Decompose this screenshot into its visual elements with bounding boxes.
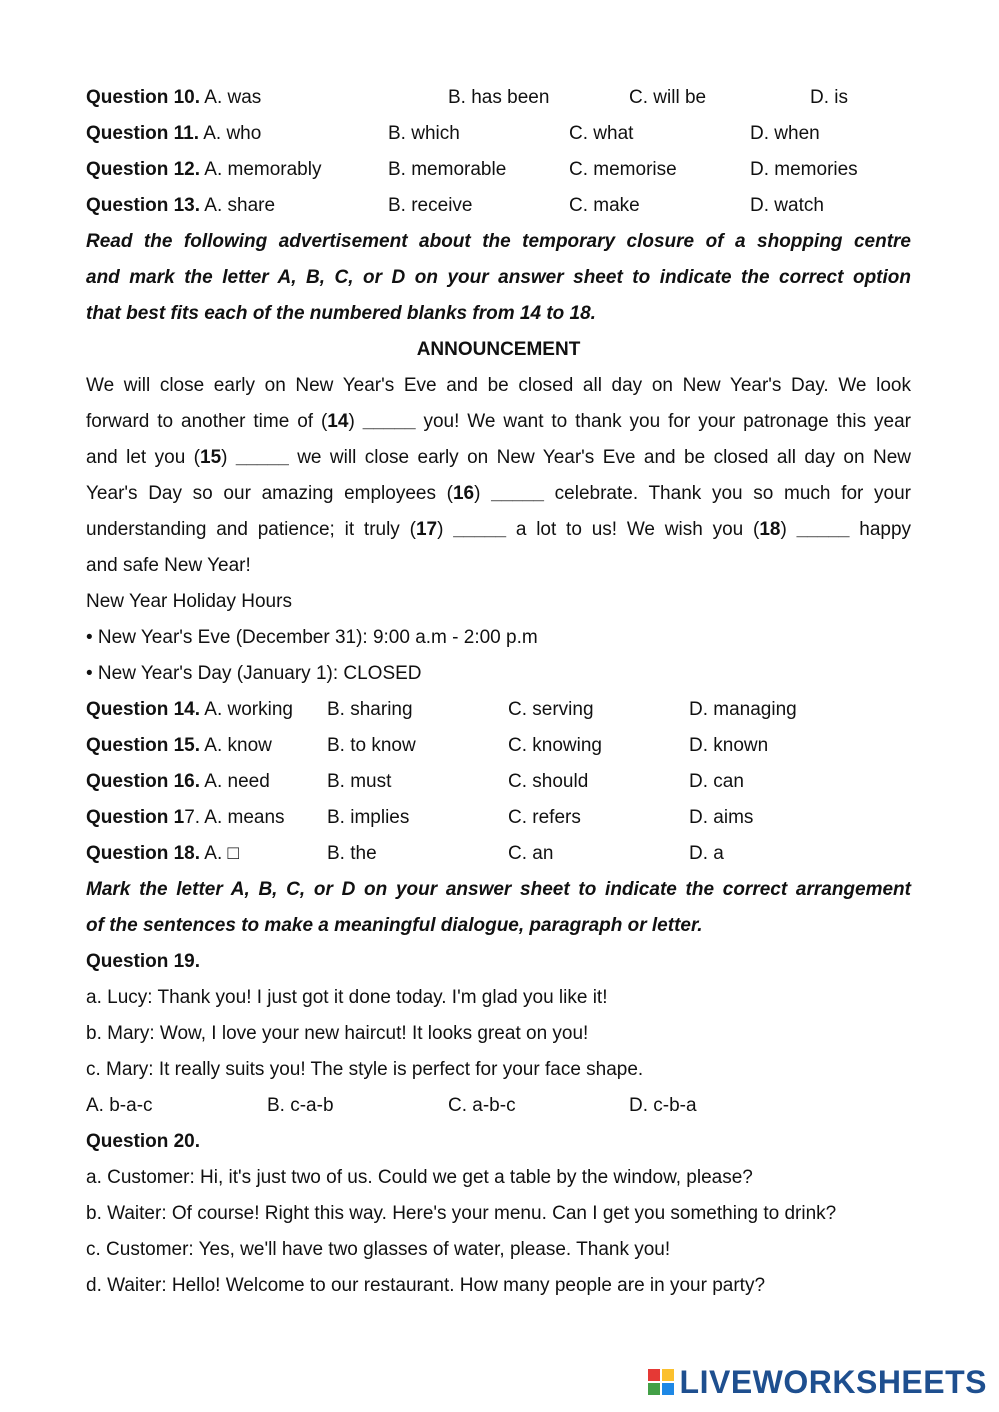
option-d: D. is — [810, 87, 848, 108]
blank-number-18: 18 — [759, 519, 781, 540]
question-14 — [86, 692, 911, 728]
option-d: D. a — [689, 843, 724, 864]
option-b: B. the — [327, 843, 377, 864]
option-a: A. share — [204, 195, 276, 216]
question-12 — [86, 152, 911, 188]
dialogue-line: c. Customer: Yes, we'll have two glasses of water, please. Thank you! — [86, 1239, 671, 1260]
instruction-line: of the sentences to make a meaningful dialogue, paragraph or letter. — [86, 915, 703, 936]
announcement-line: We will close early on New Year's Eve and be closed all day on New Year's Day. We look — [86, 375, 911, 396]
announcement-title: ANNOUNCEMENT — [416, 339, 581, 360]
option-a: A. who — [203, 123, 262, 144]
question-label: Question 15. — [86, 735, 201, 756]
blank-number-15: 15 — [200, 447, 222, 468]
announcement-line: forward to another time of (14) _____ you! We want to thank you for your patronage this year — [86, 411, 912, 432]
option-c: C. what — [569, 123, 634, 144]
question-13 — [86, 188, 911, 224]
blank-16[interactable]: _____ — [491, 483, 544, 504]
instruction-line: Read the following advertisement about the temporary closure of a shopping centre — [86, 231, 911, 252]
dialogue-line: a. Customer: Hi, it's just two of us. Could we get a table by the window, please? — [86, 1167, 753, 1188]
blank-number-17: 17 — [415, 519, 438, 540]
option-c: C. an — [508, 843, 554, 864]
option-a: A. b-a-c — [86, 1095, 153, 1116]
option-b: B. receive — [388, 195, 473, 216]
announcement-line: Year's Day so our amazing employees (16) _____ celebrate. Thank you so much for your — [86, 483, 911, 504]
instruction-line: that best fits each of the numbered blanks from 14 to 18. — [86, 303, 596, 324]
option-c: C. should — [508, 771, 589, 792]
question-15 — [86, 728, 911, 764]
dialogue-line: a. Lucy: Thank you! I just got it done today. I'm glad you like it! — [86, 987, 608, 1008]
question-label: Question 10. — [86, 87, 201, 108]
option-b: B. implies — [327, 807, 410, 828]
option-c: C. make — [569, 195, 640, 216]
question-10 — [86, 80, 911, 116]
question-label: Question 16. — [86, 771, 201, 792]
option-d: D. known — [689, 735, 769, 756]
question-label: Question 18. — [86, 843, 201, 864]
option-d: D. memories — [750, 159, 858, 180]
option-d: D. can — [689, 771, 744, 792]
option-c: C. will be — [629, 87, 707, 108]
option-c: C. serving — [508, 699, 594, 720]
blank-14[interactable]: _____ — [362, 411, 416, 432]
option-a: A. need — [204, 771, 270, 792]
option-c: C. memorise — [569, 159, 677, 180]
blank-15[interactable]: _____ — [235, 447, 289, 468]
dialogue-line: b. Waiter: Of course! Right this way. Here's your menu. Can I get you something to drink? — [86, 1203, 837, 1224]
dialogue-line: b. Mary: Wow, I love your new haircut! It looks great on you! — [86, 1023, 589, 1044]
question-label: Question 13. — [86, 195, 201, 216]
option-d: D. c-b-a — [629, 1095, 697, 1116]
option-b: B. to know — [327, 735, 416, 756]
announcement-line: and let you (15) _____ we will close early on New Year's Eve and be closed all day on New — [86, 447, 911, 468]
brand-name: LIVEWORKSHEETS — [679, 1363, 987, 1400]
question-label: Question 12. — [86, 159, 201, 180]
option-a: A. was — [204, 87, 262, 108]
option-d: D. when — [750, 123, 820, 144]
question-label: Question 14. — [86, 699, 201, 720]
option-a: A. know — [204, 735, 272, 756]
option-b: B. sharing — [327, 699, 413, 720]
blank-number-14: 14 — [327, 411, 349, 432]
option-d: D. watch — [750, 195, 824, 216]
option-a: A. □ — [204, 843, 239, 864]
option-b: B. has been — [448, 87, 550, 108]
option-a: A. means — [204, 807, 285, 828]
announcement-line: understanding and patience; it truly (17) _____ a lot to us! We wish you (18) _____ happy — [86, 519, 912, 540]
question-17 — [86, 800, 911, 836]
blank-18[interactable]: _____ — [796, 519, 850, 540]
question-19-label: Question 19. — [86, 951, 201, 972]
question-label-rest: 7. — [184, 807, 201, 828]
option-b: B. memorable — [388, 159, 507, 180]
question-label: Question 1 — [86, 807, 185, 828]
question-11 — [86, 116, 911, 152]
hours-title: New Year Holiday Hours — [86, 591, 292, 612]
option-b: B. which — [388, 123, 460, 144]
question-16 — [86, 764, 911, 800]
liveworksheets-mark-icon — [648, 1369, 674, 1395]
dialogue-line: c. Mary: It really suits you! The style is perfect for your face shape. — [86, 1059, 644, 1080]
option-c: C. refers — [508, 807, 581, 828]
instruction-line: and mark the letter A, B, C, or D on your answer sheet to indicate the correct option — [86, 267, 911, 288]
dialogue-line: d. Waiter: Hello! Welcome to our restaurant. How many people are in your party? — [86, 1275, 766, 1296]
question-label: Question 11. — [86, 123, 199, 144]
question-18 — [86, 836, 911, 872]
instruction-line: Mark the letter A, B, C, or D on your answer sheet to indicate the correct arrangement — [86, 879, 911, 900]
blank-17[interactable]: _____ — [453, 519, 507, 540]
option-b: B. must — [327, 771, 392, 792]
blank-number-16: 16 — [452, 483, 475, 504]
question-19-options — [86, 1088, 911, 1124]
option-b: B. c-a-b — [267, 1095, 334, 1116]
option-c: C. knowing — [508, 735, 602, 756]
hours-item: • New Year's Eve (December 31): 9:00 a.m - 2:00 p.m — [86, 627, 538, 648]
option-c: C. a-b-c — [448, 1095, 516, 1116]
option-a: A. working — [204, 699, 293, 720]
question-20-label: Question 20. — [86, 1131, 201, 1152]
option-d: D. aims — [689, 807, 754, 828]
announcement-line: and safe New Year! — [86, 555, 251, 576]
option-a: A. memorably — [204, 159, 322, 180]
liveworksheets-logo[interactable] — [648, 1362, 987, 1402]
hours-item: • New Year's Day (January 1): CLOSED — [86, 663, 422, 684]
option-d: D. managing — [689, 699, 797, 720]
